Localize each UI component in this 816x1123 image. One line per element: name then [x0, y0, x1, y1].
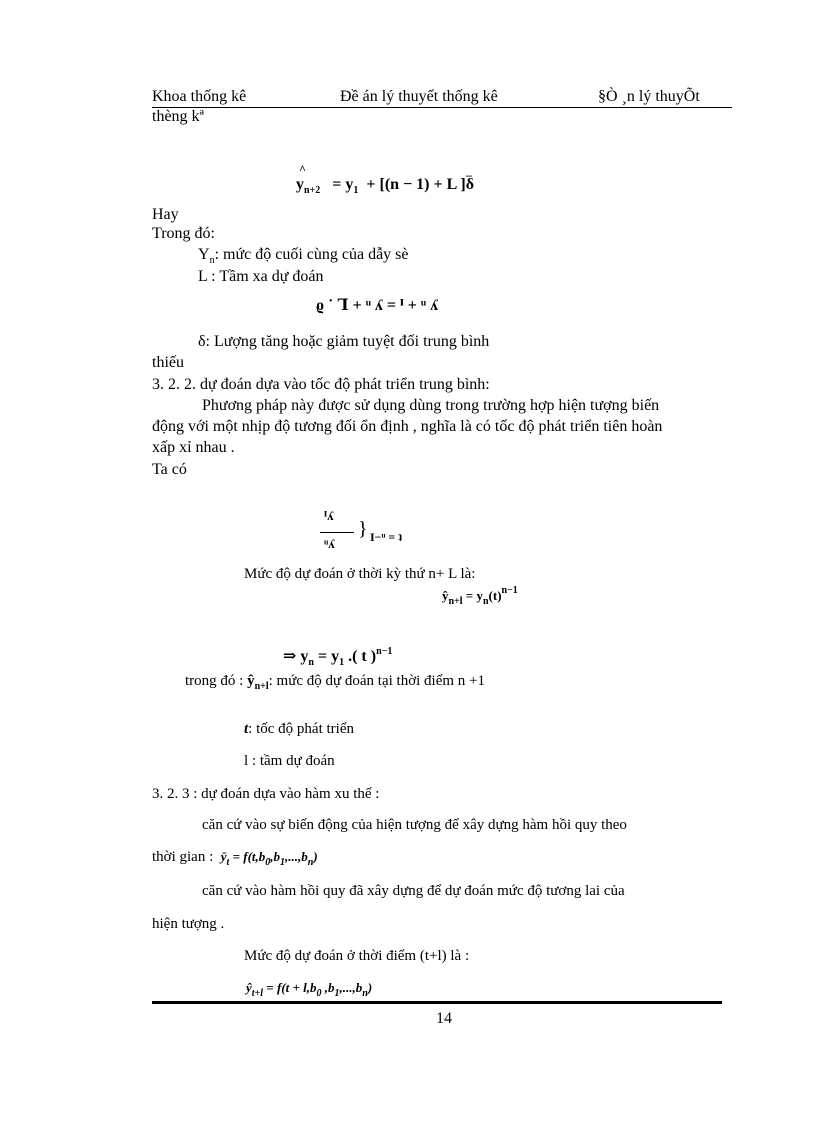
delta-continuation: thiếu [152, 354, 184, 371]
f1-dots: ,...,b [285, 849, 308, 864]
eq1-tail: + [(n − 1) + L ]δ [366, 176, 475, 193]
label-ta-co: Ta có [152, 461, 187, 478]
yn-var: Y [198, 246, 210, 263]
f2-b1: 1 [334, 988, 340, 999]
section-322-para-line2: động với một nhịp độ tương đối ổn định , nghĩa là có tốc độ phát triển tiên hoàn [152, 418, 663, 435]
formula-2 [246, 980, 373, 999]
f2-close: ) [367, 980, 373, 995]
section-323-para1-line2 [152, 849, 318, 866]
eq-right-sub: n+l [448, 596, 463, 607]
fraction-denominator: ᵘʎ [324, 536, 335, 551]
trong-do2-var: ŷ [247, 673, 255, 689]
f1-rest: = f(t,b [229, 849, 266, 864]
yn-definition [198, 246, 409, 264]
para1-line2-text: thời gian : [152, 849, 214, 865]
f2-sub: t+l [251, 988, 264, 999]
trong-do2-pre: trong đó : [185, 673, 244, 689]
eq-right-rest: = y [462, 588, 483, 603]
eq-right-var: ŷ [442, 588, 449, 603]
page-number: 14 [436, 1010, 452, 1027]
f2-rest: = f(t + l,b [263, 980, 317, 995]
eq1-lhs: y [296, 176, 304, 193]
trong-do2-desc: : mức độ dự đoán tại thời điểm n +1 [268, 673, 486, 689]
eq1-lhs-sub: n+2 [304, 185, 321, 196]
muc-do-du-doan: Mức độ dự đoán ở thời kỳ thứ n+ L là: [244, 566, 476, 582]
t-desc: : tốc độ phát triển [248, 721, 354, 737]
section-322-heading: 3. 2. 2. dự đoán dựa vào tốc độ phát triển trung bình: [152, 376, 490, 393]
t-var: t [244, 721, 249, 737]
f1-b1: 1 [280, 857, 286, 868]
eq-right-sup: n−1 [501, 585, 518, 596]
f1-bn: n [307, 857, 314, 868]
delta-definition: δ: Lượng tăng hoặc giảm tuyệt đối trung bình [198, 333, 490, 350]
l-definition-2: l : tầm dự đoán [244, 753, 335, 769]
muc-do-2: Mức độ dự đoán ở thời điểm (t+l) là : [244, 948, 470, 964]
f1-var: ȳ [220, 849, 227, 864]
section-323-para1-line1: căn cứ vào sự biến động của hiện tượng để xây dựng hàm hồi quy theo [202, 817, 627, 833]
f1-b0: 0 [265, 857, 271, 868]
garbled-equation: ϱ ˙ Ꞁ + ᵘ ʎ = ᴵ + ᵘ ʎ [316, 297, 439, 314]
forecast-equation: ^ $y_{n+2}$ = $y_1 + [(n - 1) + L$ ]δ _ [296, 162, 475, 196]
arrow-sub1: 1 [339, 657, 345, 668]
arrow-t: .( t ) [344, 648, 377, 665]
section-323-para2-line2: hiện tượng . [152, 916, 225, 932]
arrow-sub: n [308, 657, 314, 668]
section-323-heading: 3. 2. 3 : dự đoán dựa vào hàm xu thế : [152, 786, 380, 802]
l-definition: L : Tầm xa dự đoán [198, 268, 324, 285]
section-322-para-line3: xấp xỉ nhau . [152, 439, 235, 456]
f1-close: ) [313, 849, 318, 864]
header-left: Khoa thống kê [152, 88, 247, 105]
f1-sub: t [226, 857, 230, 868]
growth-fraction: ᴵʎ ᵘʎ } I−ᵘ = ʇ [318, 508, 408, 558]
t-definition [244, 721, 354, 738]
header-center: Đề án lý thuyết thống kê [340, 88, 498, 105]
arrow-rest: = y [313, 648, 340, 665]
header-right: §Ò ¸n lý thuyÕt [598, 88, 700, 105]
footer-divider [152, 1001, 722, 1004]
header-divider [152, 107, 732, 108]
eq-right-sub2: n [482, 596, 489, 607]
f2-var: ŷ [246, 980, 252, 995]
fraction-exponent: I−ᵘ = ʇ [370, 530, 403, 544]
label-hay: Hay [152, 206, 179, 223]
arrow-var: ⇒ y [283, 648, 309, 665]
f2-mid: ,b [321, 980, 335, 995]
eq1-rhs-sub: 1 [353, 185, 359, 196]
arrow-equation [283, 646, 392, 666]
eq-right-t: (t) [488, 588, 502, 603]
section-322-para-line1: Phương pháp này được sử dụng dùng trong trường hợp hiện tượng biến [202, 397, 660, 414]
f2-dots: ,...,b [339, 980, 363, 995]
header-continuation: thèng kª [152, 108, 204, 125]
label-trong-do: Trong đó: [152, 225, 215, 242]
eq-yhat-right [442, 585, 518, 607]
yn-sub: n [209, 255, 215, 266]
f2-bn: n [362, 988, 368, 999]
yn-desc: : mức độ cuối cùng của dẫy sè [214, 246, 409, 263]
arrow-sup: n−1 [376, 646, 393, 657]
f1-mid: ,b [270, 849, 281, 864]
fraction-numerator: ᴵʎ [324, 508, 334, 523]
trong-do-2 [185, 673, 485, 690]
f2-b0: 0 [316, 988, 322, 999]
trong-do2-sub: n+l [254, 681, 269, 692]
section-323-para2-line1: căn cứ vào hàm hồi quy đã xây dựng để dự đoán mức độ tương lai của [202, 883, 625, 899]
eq1-rhs: = y [332, 176, 354, 193]
